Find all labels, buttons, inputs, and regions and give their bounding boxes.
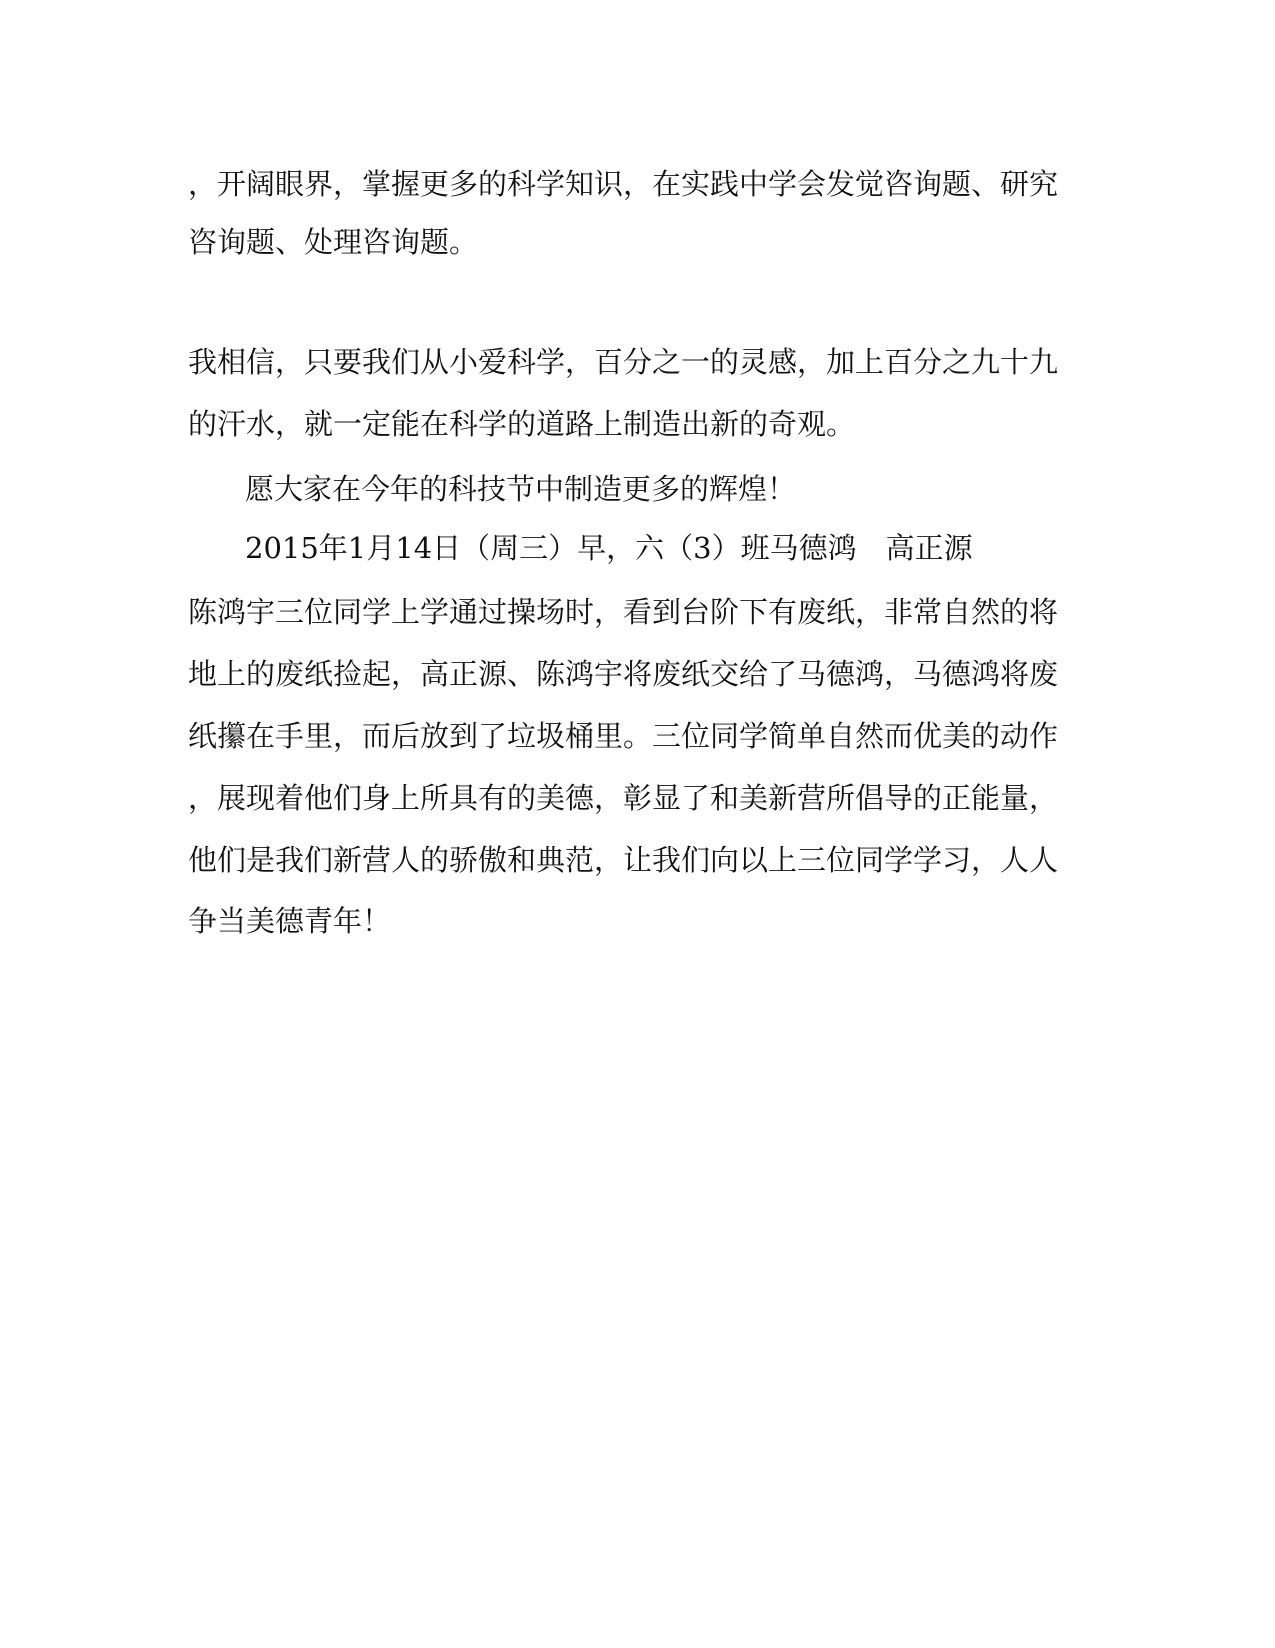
paragraph-line: 咨询题、处理咨询题。 — [188, 225, 479, 259]
paragraph-line: 争当美德青年！ — [188, 904, 392, 938]
paragraph-line: 2015年1月14日（周三）早，六（3）班马德鸿 高正源 — [245, 531, 973, 565]
paragraph-line: ，开阔眼界，掌握更多的科学知识，在实践中学会发觉咨询题、研究 — [188, 167, 1059, 201]
paragraph-line: 愿大家在今年的科技节中制造更多的辉煌！ — [245, 472, 797, 506]
paragraph-line: 的汗水，就一定能在科学的道路上制造出新的奇观。 — [188, 407, 856, 441]
paragraph-line: 地上的废纸捡起，高正源、陈鸿宇将废纸交给了马德鸿，马德鸿将废 — [188, 657, 1059, 691]
paragraph-line: 陈鸿宇三位同学上学通过操场时，看到台阶下有废纸，非常自然的将 — [188, 595, 1059, 629]
paragraph-line: 纸攥在手里，而后放到了垃圾桶里。三位同学简单自然而优美的动作 — [188, 719, 1059, 753]
paragraph-line: 他们是我们新营人的骄傲和典范，让我们向以上三位同学学习，人人 — [188, 843, 1059, 877]
paragraph-line: 我相信，只要我们从小爱科学，百分之一的灵感，加上百分之九十九 — [188, 345, 1059, 379]
paragraph-line: ，展现着他们身上所具有的美德，彰显了和美新营所倡导的正能量， — [188, 781, 1059, 815]
